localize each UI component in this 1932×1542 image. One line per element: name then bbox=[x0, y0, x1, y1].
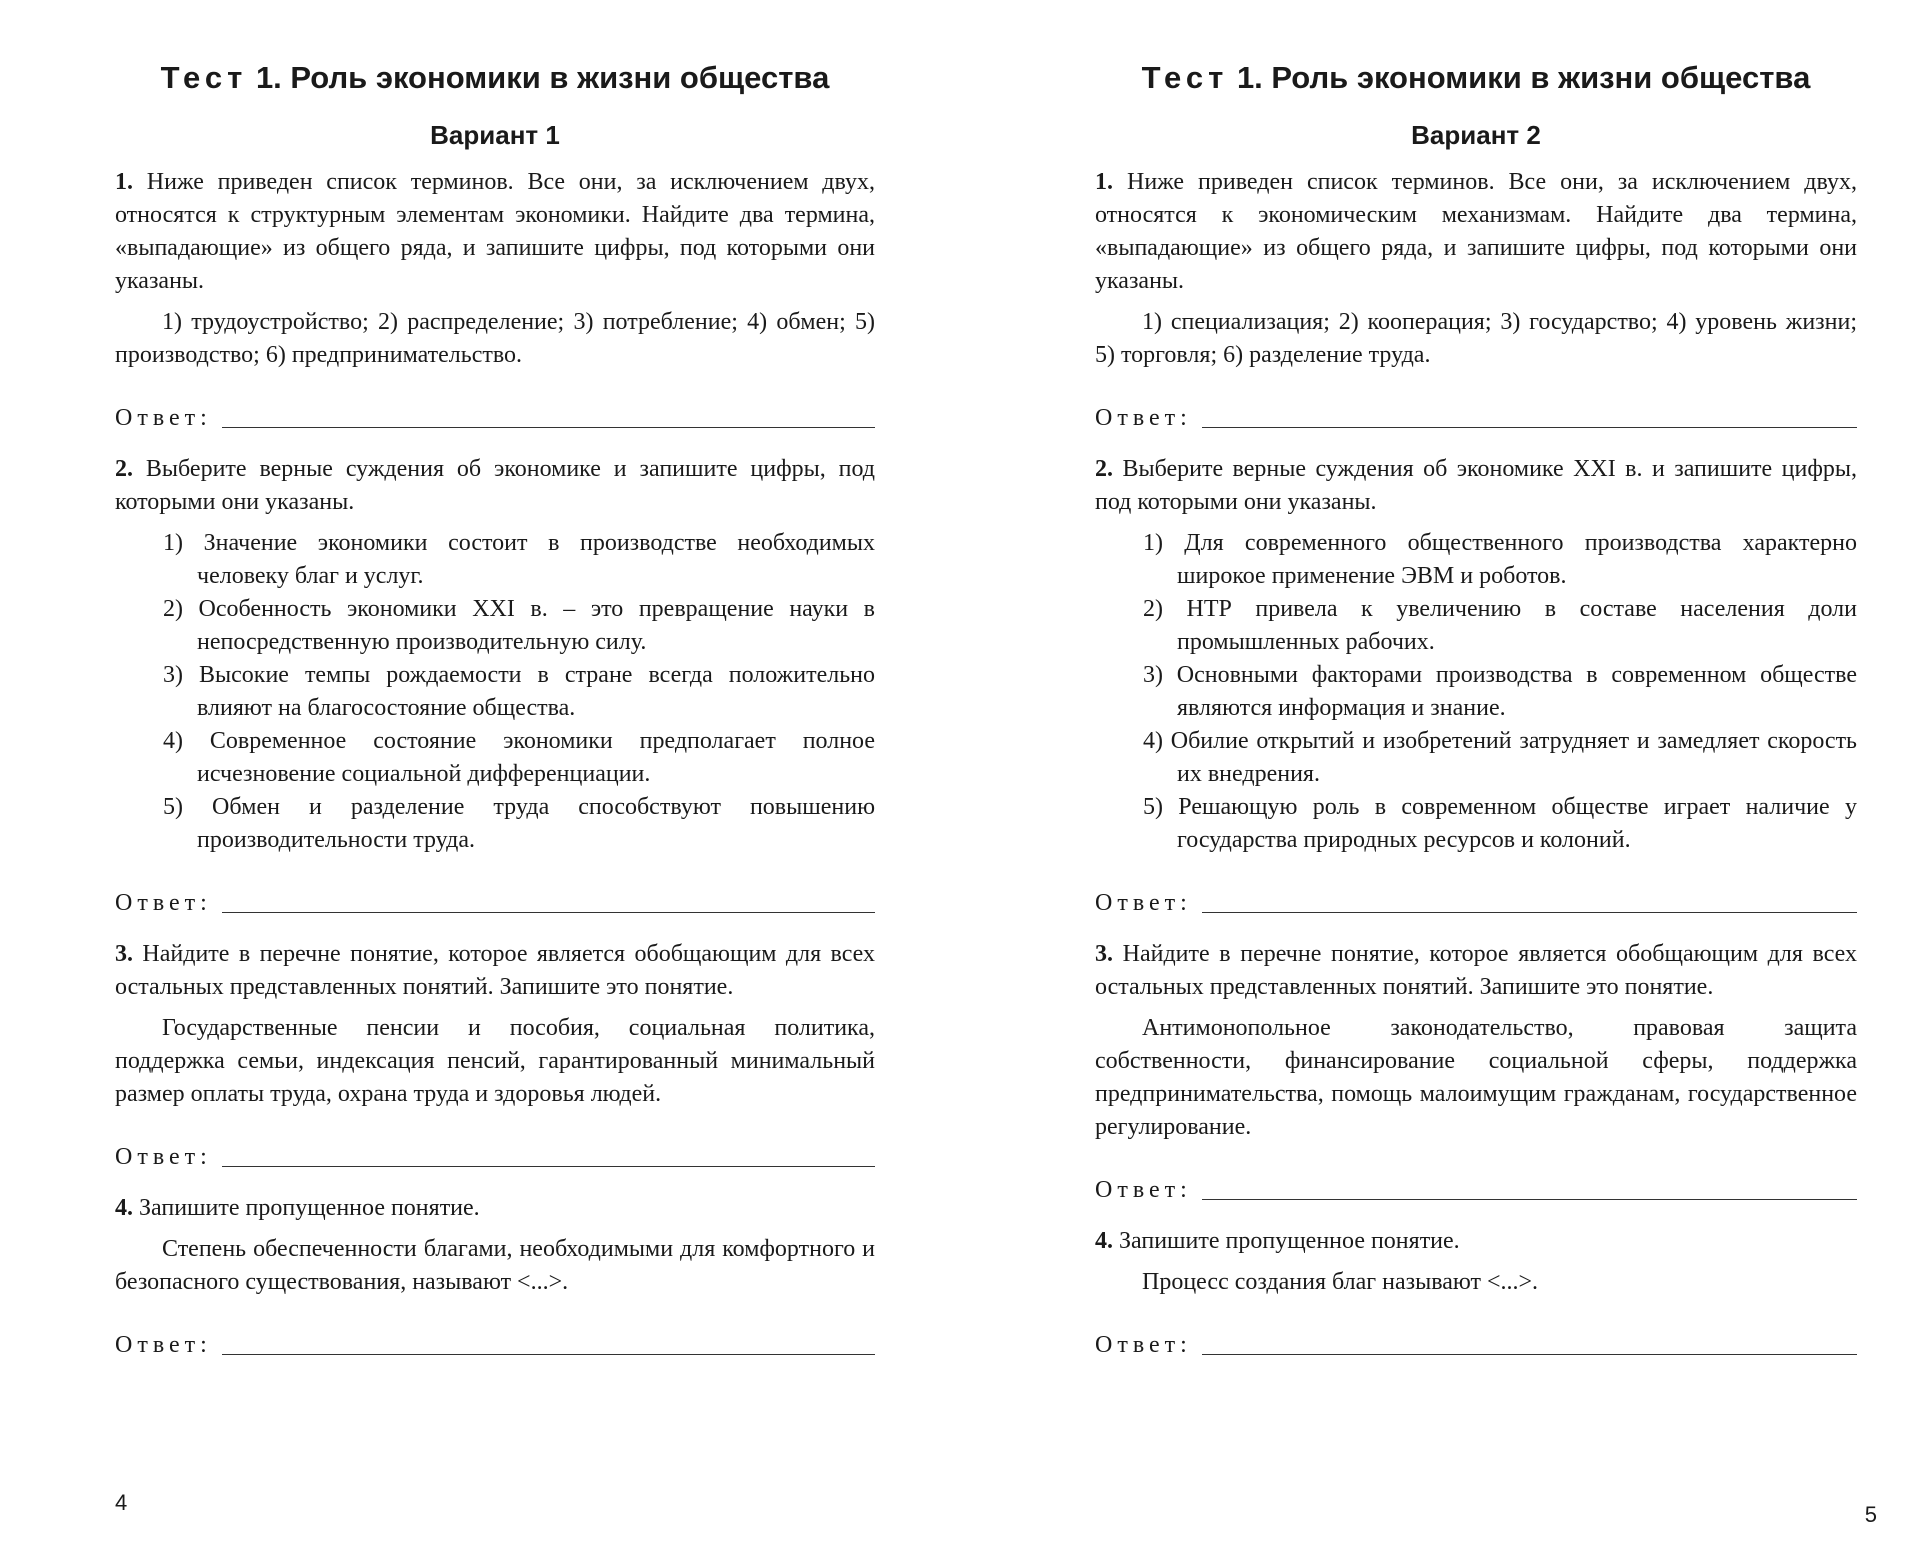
concept-list: Антимонопольное законодательство, правовая защита собственности, финансирование социальной сферы, поддержка предпринимательства, помощь малоимущим гражданам, государственное регулирование. bbox=[1095, 1015, 1857, 1140]
options-list bbox=[115, 527, 875, 857]
answer-line[interactable] bbox=[222, 911, 875, 913]
answer-line[interactable] bbox=[1202, 426, 1857, 428]
variant-heading: Вариант 1 bbox=[430, 120, 560, 150]
answer-label: Ответ: bbox=[1095, 405, 1192, 431]
left-page bbox=[115, 0, 875, 1542]
question-number: 3. bbox=[115, 941, 133, 967]
answer-field[interactable] bbox=[115, 887, 875, 920]
question-body: Ниже приведен список терминов. Все они, за исключением двух, относятся к структурным элементам экономики. Найдите два термина, «выпадающие» из общего ряда, и запишите цифры, под которыми они указаны. bbox=[115, 169, 876, 294]
page-title bbox=[115, 58, 875, 98]
question-text bbox=[115, 453, 875, 519]
definition-sentence: Процесс создания благ называют <...>. bbox=[1142, 1269, 1539, 1295]
question-body: Выберите верные суждения об экономике XXI в. и запишите цифры, под которыми они указаны. bbox=[1095, 456, 1858, 515]
option: 2) Особенность экономики XXI в. – это превращение науки в непосредственную производительную силу. bbox=[163, 596, 875, 655]
question-number: 4. bbox=[115, 1195, 133, 1221]
question-text bbox=[1095, 453, 1857, 519]
title-test-word: Тест bbox=[1141, 60, 1229, 95]
question-text bbox=[115, 1192, 875, 1225]
question-body: Найдите в перечне понятие, которое является обобщающим для всех остальных представленных понятий. Запишите это понятие. bbox=[1095, 941, 1857, 1000]
answer-line[interactable] bbox=[1202, 911, 1857, 913]
option: 1) Для современного общественного производства характерно широкое применение ЭВМ и роботов. bbox=[1143, 530, 1857, 589]
terms-list: 1) специализация; 2) кооперация; 3) государство; 4) уровень жизни; 5) торговля; 6) разделение труда. bbox=[1095, 309, 1857, 368]
question-text bbox=[1095, 938, 1857, 1004]
terms-list: 1) трудоустройство; 2) распределение; 3) потребление; 4) обмен; 5) производство; 6) предпринимательство. bbox=[115, 309, 875, 368]
answer-field[interactable] bbox=[1095, 1174, 1857, 1207]
option: 4) Современное состояние экономики предполагает полное исчезновение социальной дифференциации. bbox=[163, 728, 875, 787]
answer-line[interactable] bbox=[222, 1165, 875, 1167]
option: 3) Основными факторами производства в современном обществе являются информация и знание. bbox=[1143, 662, 1857, 721]
answer-label: Ответ: bbox=[115, 1332, 212, 1358]
concept-list: Государственные пенсии и пособия, социальная политика, поддержка семьи, индексация пенсий, гарантированный минимальный размер оплаты труда, охрана труда и здоровья людей. bbox=[115, 1015, 875, 1107]
question-1 bbox=[115, 166, 875, 372]
answer-field[interactable] bbox=[115, 402, 875, 435]
page-number: 5 bbox=[1864, 1502, 1877, 1527]
answer-label: Ответ: bbox=[115, 1144, 212, 1170]
title-text: 1. Роль экономики в жизни общества bbox=[255, 60, 830, 95]
question-4 bbox=[1095, 1225, 1857, 1299]
question-body: Запишите пропущенное понятие. bbox=[139, 1195, 480, 1221]
option: 1) Значение экономики состоит в производстве необходимых человеку благ и услуг. bbox=[163, 530, 875, 589]
question-3 bbox=[1095, 938, 1857, 1144]
title-text: 1. Роль экономики в жизни общества bbox=[1236, 60, 1811, 95]
option: 5) Решающую роль в современном обществе играет наличие у государства природных ресурсов и колоний. bbox=[1143, 794, 1857, 853]
question-body: Выберите верные суждения об экономике и запишите цифры, под которыми они указаны. bbox=[115, 456, 876, 515]
question-text bbox=[1095, 1225, 1857, 1258]
question-2 bbox=[1095, 453, 1857, 857]
question-body: Найдите в перечне понятие, которое является обобщающим для всех остальных представленных понятий. Запишите это понятие. bbox=[115, 941, 876, 1000]
answer-line[interactable] bbox=[222, 1353, 875, 1355]
answer-field[interactable] bbox=[115, 1329, 875, 1362]
page-number: 4 bbox=[115, 1490, 128, 1515]
answer-label: Ответ: bbox=[1095, 1332, 1192, 1358]
right-page bbox=[1095, 0, 1877, 1542]
answer-label: Ответ: bbox=[115, 405, 212, 431]
definition-sentence: Степень обеспеченности благами, необходимыми для комфортного и безопасного существования, называют <...>. bbox=[115, 1236, 875, 1295]
answer-field[interactable] bbox=[1095, 887, 1857, 920]
question-number: 1. bbox=[1095, 169, 1113, 195]
answer-label: Ответ: bbox=[1095, 1177, 1192, 1203]
answer-label: Ответ: bbox=[115, 890, 212, 916]
question-1 bbox=[1095, 166, 1857, 372]
page-title bbox=[1095, 58, 1857, 98]
answer-line[interactable] bbox=[1202, 1353, 1857, 1355]
question-4 bbox=[115, 1192, 875, 1299]
question-3 bbox=[115, 938, 875, 1111]
answer-line[interactable] bbox=[1202, 1198, 1857, 1200]
question-text bbox=[115, 166, 875, 298]
title-test-word: Тест bbox=[160, 60, 248, 95]
question-number: 4. bbox=[1095, 1228, 1113, 1254]
option: 5) Обмен и разделение труда способствуют повышению производительности труда. bbox=[163, 794, 875, 853]
question-number: 3. bbox=[1095, 941, 1113, 967]
answer-field[interactable] bbox=[1095, 402, 1857, 435]
answer-field[interactable] bbox=[1095, 1329, 1857, 1362]
option: 2) НТР привела к увеличению в составе населения доли промышленных рабочих. bbox=[1143, 596, 1857, 655]
question-2 bbox=[115, 453, 875, 857]
answer-field[interactable] bbox=[115, 1141, 875, 1174]
question-body: Запишите пропущенное понятие. bbox=[1119, 1228, 1460, 1254]
question-body: Ниже приведен список терминов. Все они, за исключением двух, относятся к экономическим механизмам. Найдите два термина, «выпадающие» из общего ряда, и запишите цифры, под которыми они указаны. bbox=[1095, 169, 1858, 294]
options-list bbox=[1095, 527, 1857, 857]
variant-heading: Вариант 2 bbox=[1411, 120, 1541, 150]
option: 3) Высокие темпы рождаемости в стране всегда положительно влияют на благосостояние общества. bbox=[163, 662, 875, 721]
option: 4) Обилие открытий и изобретений затрудняет и замедляет скорость их внедрения. bbox=[1143, 728, 1857, 787]
question-text bbox=[115, 938, 875, 1004]
answer-label: Ответ: bbox=[1095, 890, 1192, 916]
question-number: 2. bbox=[115, 456, 133, 482]
question-text bbox=[1095, 166, 1857, 298]
answer-line[interactable] bbox=[222, 426, 875, 428]
question-number: 1. bbox=[115, 169, 133, 195]
question-number: 2. bbox=[1095, 456, 1113, 482]
